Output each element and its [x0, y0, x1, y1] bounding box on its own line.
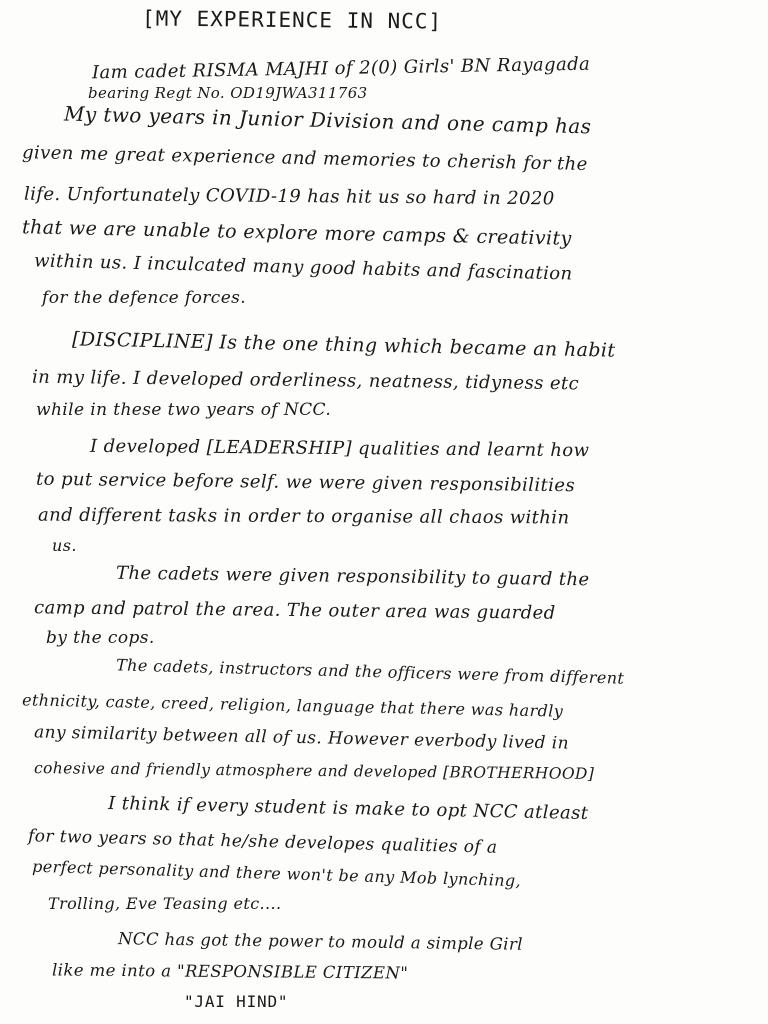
essay-title: [MY EXPERIENCE IN NCC]	[141, 6, 443, 34]
intro-line: bearing Regt No. OD19JWA311763	[88, 84, 368, 102]
intro-line: Iam cadet RISMA MAJHI of 2(0) Girls' BN Rayagada	[91, 53, 591, 84]
paragraph-line: The cadets, instructors and the officers were from different	[115, 655, 625, 688]
paragraph-line: cohesive and friendly atmosphere and developed [BROTHERHOOD]	[33, 759, 595, 783]
paragraph-line: NCC has got the power to mould a simple Girl	[117, 929, 524, 954]
paragraph-line: us.	[52, 536, 77, 555]
paragraph-line: for two years so that he/she developes qualities of a	[27, 826, 498, 858]
paragraph-line: within us. I inculcated many good habits and fascination	[33, 250, 573, 285]
paragraph-line: ethnicity, caste, creed, religion, language that there was hardly	[21, 690, 564, 721]
paragraph-line: like me into a "RESPONSIBLE CITIZEN"	[51, 960, 409, 983]
paragraph-line: while in these two years of NCC.	[36, 400, 332, 420]
paragraph-line: camp and patrol the area. The outer area was guarded	[33, 597, 556, 624]
paragraph-line: any similarity between all of us. However everbody lived in	[33, 722, 570, 754]
paragraph-line: I developed [LEADERSHIP] qualities and learnt how	[89, 435, 590, 462]
paragraph-line: that we are unable to explore more camps & creativity	[21, 216, 572, 250]
paragraph-line: given me great experience and memories to cherish for the	[21, 142, 588, 175]
closing-line: "JAI HIND"	[184, 992, 289, 1011]
paragraph-line: I think if every student is make to opt NCC atleast	[107, 792, 589, 825]
paragraph-line: perfect personality and there won't be any Mob lynching,	[31, 856, 522, 891]
paragraph-line: and different tasks in order to organise all chaos within	[37, 504, 570, 529]
paragraph-line: in my life. I developed orderliness, neatness, tidyness etc	[31, 366, 580, 395]
paragraph-line: life. Unfortunately COVID-19 has hit us so hard in 2020	[23, 183, 555, 210]
paragraph-line: for the defence forces.	[42, 288, 247, 308]
paragraph-line: The cadets were given responsibility to guard the	[115, 562, 590, 591]
paragraph-line: Trolling, Eve Teasing etc....	[48, 894, 282, 913]
paragraph-line: by the cops.	[46, 628, 155, 648]
paragraph-line: to put service before self. we were given responsibilities	[35, 468, 576, 497]
paragraph-line: [DISCIPLINE] Is the one thing which became an habit	[71, 328, 616, 362]
paragraph-line: My two years in Junior Division and one camp has	[63, 101, 592, 139]
